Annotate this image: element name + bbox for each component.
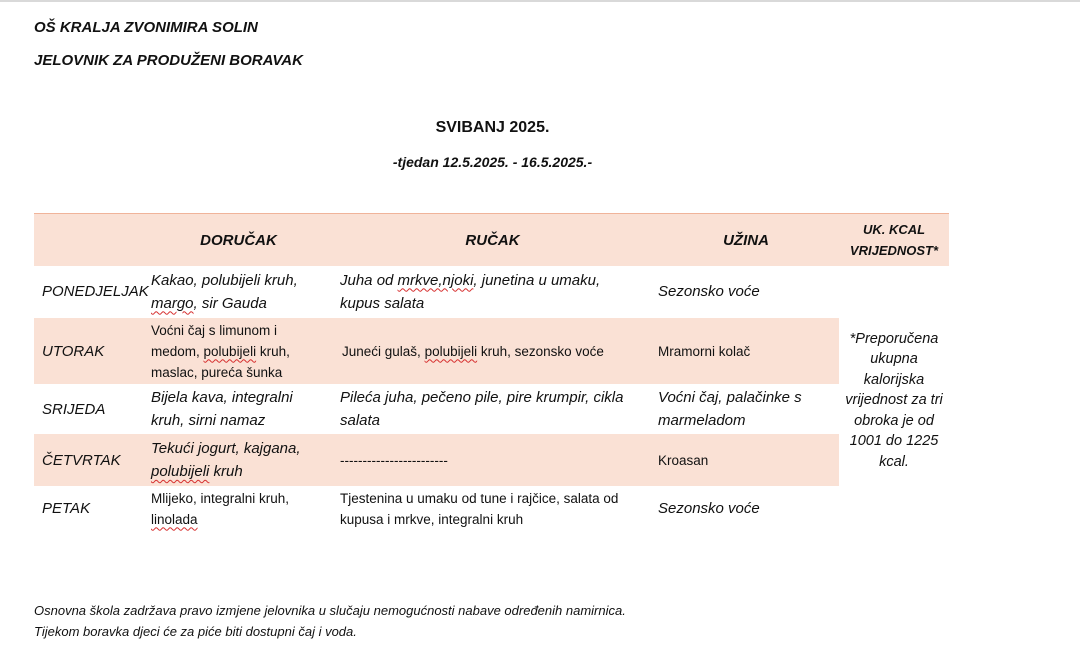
breakfast-friday-part1: Mlijeko, integralni kruh, [151,490,290,506]
kcal-note [839,316,949,485]
header-lunch: RUČAK [465,231,520,249]
snack-tuesday: Mramorni kolač [658,343,751,359]
day-tuesday: UTORAK [42,342,105,360]
snack-wednesday-part1: Voćni čaj, palačinke s [658,389,802,406]
lunch-tuesday-squiggle: polubijeli [424,343,478,359]
header-breakfast: DORUČAK [200,231,277,249]
kcal-note-text: *Preporučena ukupna kalorijska vrijednost za tri obroka je od 1001 do 1225 kcal. [845,330,943,470]
breakfast-friday-squiggle: linolada [151,511,198,527]
snack-wednesday-part2: marmeladom [658,412,746,429]
header-kcal-label: UK. KCAL VRIJEDNOST* [849,222,939,258]
lunch-wednesday [340,384,645,434]
footer-note-2: Tijekom boravka djeci će za piće biti dostupni čaj i voda. [34,624,357,639]
school-name: OŠ KRALJA ZVONIMIRA SOLIN [34,19,258,36]
lunch-monday-squiggle: mrkve,njoki [397,271,474,289]
lunch-friday-part1: Tjestenina u umaku od tune i rajčice, salata od [340,490,619,506]
table-row-tuesday [34,318,839,384]
lunch-tuesday-part3: kruh, sezonsko voće [477,343,604,359]
table-header-row [34,213,949,266]
breakfast-thursday-part3: kruh [209,463,243,480]
breakfast-friday [151,486,336,531]
breakfast-tuesday-part1: Voćni čaj s limunom i [151,322,278,338]
lunch-friday [340,486,645,531]
breakfast-monday-part3: , sir Gauda [193,294,267,312]
table-row-monday [34,265,839,318]
header-snack: UŽINA [723,231,769,249]
breakfast-monday-part1: Kakao, polubijeli kruh, [151,271,298,289]
breakfast-thursday-part1: Tekući jogurt, kajgana, [151,440,301,457]
footer-note-1: Osnovna škola zadržava pravo izmjene jelovnika u slučaju nemogućnosti nabave određenih namirnica. [34,603,626,618]
day-wednesday: SRIJEDA [42,400,106,418]
lunch-monday-part4: kupus salata [340,294,425,312]
breakfast-thursday [151,434,336,486]
lunch-monday-part1: Juha od [340,271,398,289]
snack-thursday: Kroasan [658,452,709,468]
day-friday: PETAK [42,500,91,517]
lunch-wednesday-part2: salata [340,412,381,429]
breakfast-monday [151,265,331,318]
lunch-tuesday-part1: Juneći gulaš, [342,343,425,359]
month-title: SVIBANJ 2025. [435,119,550,136]
breakfast-tuesday-part5: maslac, pureća šunka [151,364,283,380]
lunch-tuesday [342,318,642,384]
day-thursday: ČETVRTAK [42,451,121,469]
snack-monday: Sezonsko voće [658,283,760,300]
breakfast-wednesday-part1: Bijela kava, integralni [151,389,293,406]
week-range: -tjedan 12.5.2025. - 16.5.2025.- [392,154,593,170]
breakfast-wednesday [151,384,336,434]
breakfast-thursday-squiggle: polubijeli [151,463,210,480]
breakfast-tuesday [151,318,336,384]
lunch-thursday: ------------------------ [340,452,448,468]
table-row-friday [34,486,839,536]
page-top-border [0,0,1080,2]
breakfast-tuesday-part4: kruh, [256,343,290,359]
table-row-thursday [34,434,839,486]
snack-wednesday [658,384,838,434]
document-subtitle: JELOVNIK ZA PRODUŽENI BORAVAK [34,52,303,69]
breakfast-monday-margo: margo [151,294,194,312]
lunch-wednesday-part1: Pileća juha, pečeno pile, pire krumpir, cikla [340,389,624,406]
lunch-monday [340,265,640,318]
day-monday: PONEDJELJAK [42,283,149,300]
table-row-wednesday [34,384,839,434]
breakfast-tuesday-part2: medom, [151,343,204,359]
snack-friday: Sezonsko voće [658,500,760,517]
lunch-monday-part3: , junetina u umaku, [473,271,601,289]
breakfast-tuesday-squiggle: polubijeli [203,343,257,359]
breakfast-wednesday-part2: kruh, sirni namaz [151,412,266,429]
lunch-friday-part2: kupusa i mrkve, integralni kruh [340,511,524,527]
header-kcal [839,214,949,266]
